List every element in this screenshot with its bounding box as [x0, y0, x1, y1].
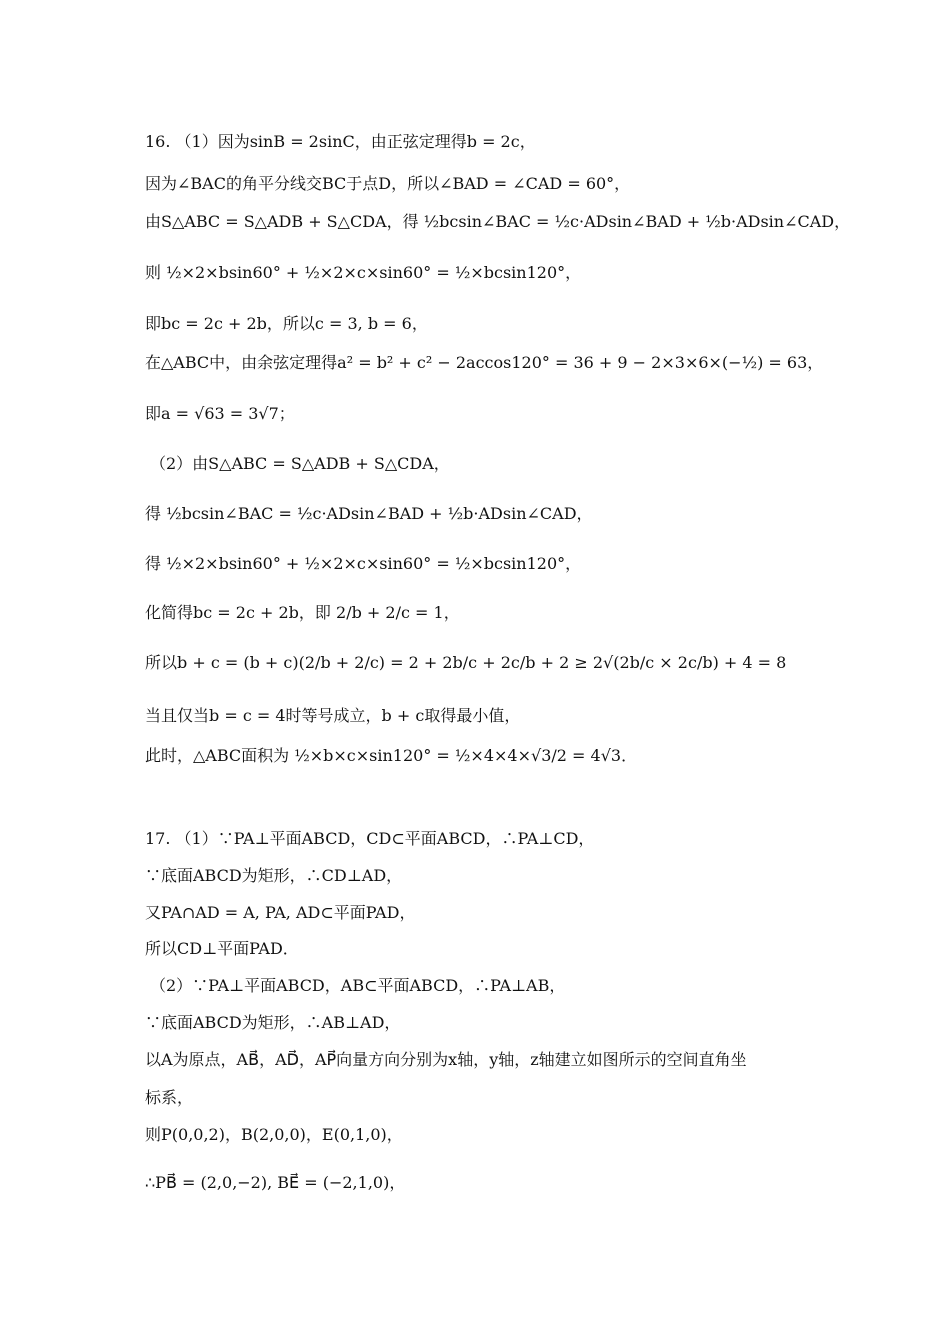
text-line: 以A为原点，AB⃗，AD⃗，AP⃗向量方向分别为x轴，y轴，z轴建立如图所示的空间直角坐 [145, 1050, 747, 1069]
equation-line: 即a = √63 = 3√7； [145, 404, 295, 423]
equation-line: 所以b + c = (b + c)(2/b + 2/c) = 2 + 2b/c + 2c/b + 2 ≥ 2√(2b/c × 2c/b) + 4 = 8 [145, 653, 787, 672]
text-line: 则P(0,0,2)，B(2,0,0)，E(0,1,0)， [145, 1125, 403, 1144]
equation-line: 在△ABC中，由余弦定理得a² = b² + c² − 2accos120° = 36 + 9 − 2×3×6×(−½) = 63， [145, 353, 824, 372]
equation-line: 由S△ABC = S△ADB + S△CDA，得 ½bcsin∠BAC = ½c·ADsin∠BAD + ½b·ADsin∠CAD， [145, 212, 851, 231]
equation-line: 此时，△ABC面积为 ½×b×c×sin120° = ½×4×4×√3/2 = 4√3． [145, 746, 638, 765]
problem-16-part1-line: 16. （1）因为sinB = 2sinC，由正弦定理得b = 2c， [145, 132, 536, 151]
equation-line: 得 ½×2×bsin60° + ½×2×c×sin60° = ½×bcsin120°， [145, 554, 582, 573]
equation-line: 则 ½×2×bsin60° + ½×2×c×sin60° = ½×bcsin120°， [145, 263, 582, 282]
problem-16-part2-line: （2）由S△ABC = S△ADB + S△CDA， [150, 454, 450, 473]
text-line: ∵底面ABCD为矩形，∴AB⊥AD， [145, 1013, 401, 1032]
text-line: 当且仅当b = c = 4时等号成立，b + c取得最小值， [145, 706, 521, 725]
text-line: ∴PB⃗ = (2,0,−2), BE⃗ = (−2,1,0)， [145, 1173, 406, 1192]
text-line: 标系， [145, 1088, 194, 1107]
text-line: 又PA∩AD = A, PA, AD⊂平面PAD， [145, 903, 416, 922]
equation-line: 得 ½bcsin∠BAC = ½c·ADsin∠BAD + ½b·ADsin∠CAD， [145, 504, 593, 523]
equation-line: 化简得bc = 2c + 2b，即 2/b + 2/c = 1， [145, 603, 460, 622]
problem-17-part1-line: 17. （1）∵PA⊥平面ABCD，CD⊂平面ABCD，∴PA⊥CD， [145, 829, 595, 848]
text-line: 因为∠BAC的角平分线交BC于点D，所以∠BAD = ∠CAD = 60°， [145, 174, 631, 193]
text-line: 所以CD⊥平面PAD． [145, 939, 299, 958]
text-line: ∵底面ABCD为矩形，∴CD⊥AD， [145, 866, 403, 885]
problem-17-part2-line: （2）∵PA⊥平面ABCD，AB⊂平面ABCD，∴PA⊥AB， [150, 976, 566, 995]
text-line: 即bc = 2c + 2b，所以c = 3, b = 6， [145, 314, 428, 333]
